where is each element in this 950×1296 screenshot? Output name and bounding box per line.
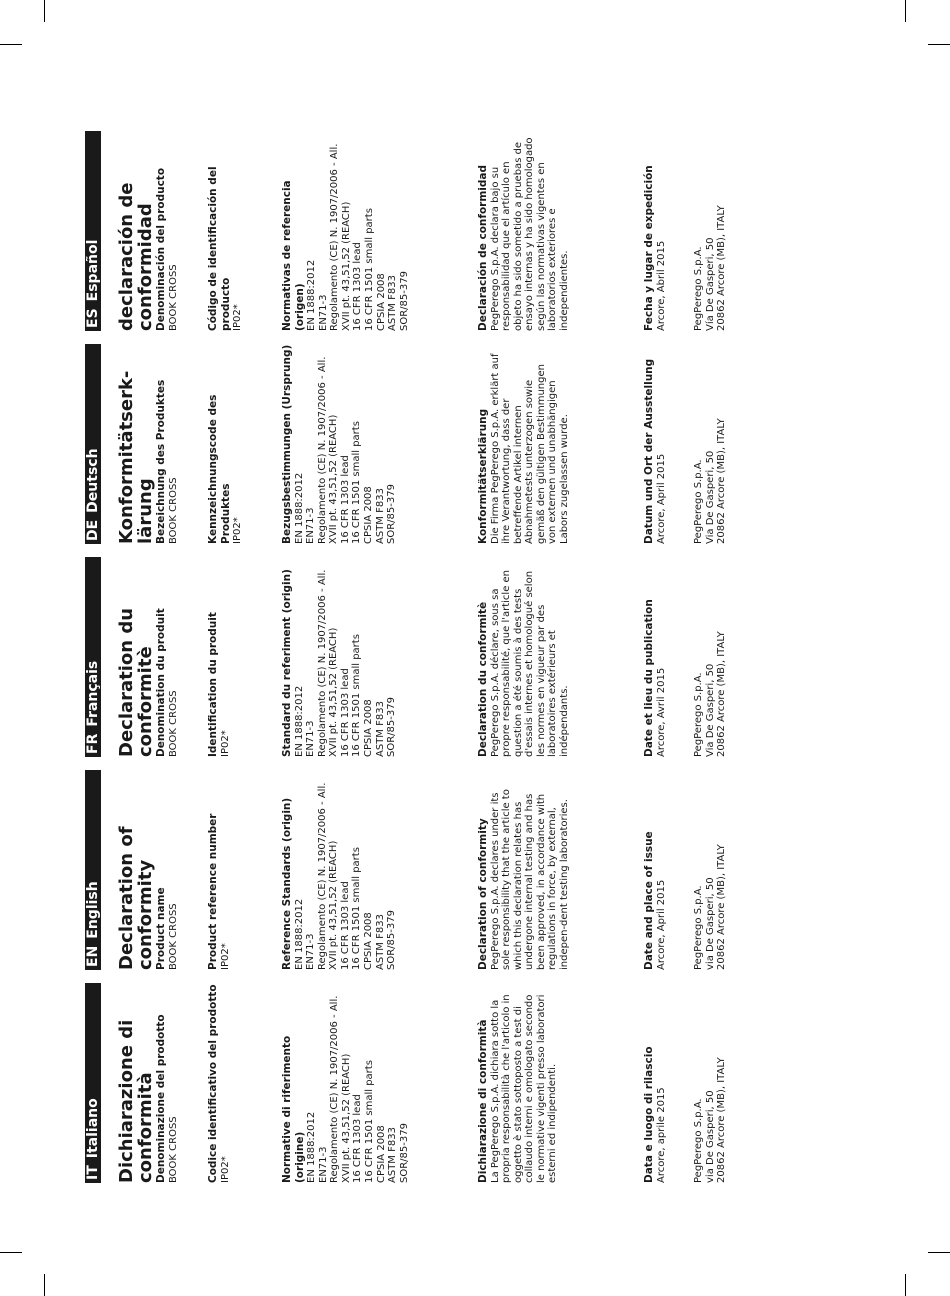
issue-section [643,131,667,331]
standards-section [281,344,398,544]
document-title: Konformitätserk-lärung [116,370,156,544]
product-name: BOOK CROSS [167,1116,179,1183]
issue-section [643,770,667,970]
declaration-section [477,344,571,544]
declaration-text: PegPerego S.p.A. declara bajo su responsabilidad que el artículo en objeto ha sido sometido a pruebas de ensayo internas y ha sido homologado según las normativas vigentes en laboratorios exteriores e independientes. [489,137,571,331]
title-section [117,131,179,331]
product-reference-label: Identification du produit [207,612,219,757]
product-reference-label: Kennzeichnungscode des Produktes [207,394,232,544]
declaration-label: Declaración de conformidad [477,164,489,331]
standards-label: Normative di riferimento (origine) [281,1035,306,1183]
issue-section [643,557,667,757]
declaration-text: PegPerego S.p.A. déclare, sous sa propre responsabilité, que l'article en question a été soumis à des tests d'essais internes et homologué selon les normes en vigueur par des laboratoires extérieurs et indépendants. [489,569,571,757]
product-name-label: Denomination du produit [155,608,167,757]
document-title: Dichiarazione di conformità [116,1019,156,1183]
declaration-section [477,131,571,331]
product-reference-label: Codice identificativo del prodotto [207,984,219,1183]
language-header: ITItaliano [85,983,101,1183]
product-reference-label: Código de identificación del producto [207,166,232,331]
crop-mark [905,0,906,22]
issue-section [643,344,667,544]
reference-section [207,344,244,544]
standards-list: EN 1888:2012 EN71-3 Regolamento (CE) N. 1907/2006 - All. XVII pt. 43,51,52 (REACH) 16 CFR 1303 lead 16 CFR 1501 small parts CPSIA 2008 ASTM F833 SOR/85-379 [306,143,410,331]
issue-label: Data e luogo di rilascio [643,1046,655,1183]
declaration-label: Declaration of conformity [477,818,489,970]
language-header: DEDeutsch [85,344,101,544]
declaration-label: Konformitätserklärung [477,408,489,544]
issue-date-place: Arcore, April 2015 [655,453,667,544]
crop-mark [928,1252,950,1253]
language-header: ESEspañol [85,131,101,331]
issue-label: Date et lieu du publication [643,599,655,757]
standards-label: Standard du referiment (origin) [281,569,293,757]
standards-label: Bezugsbestimmungen (Ursprung) [281,344,293,544]
standards-label: Reference Standards (origin) [281,797,293,970]
product-name: BOOK CROSS [167,264,179,331]
issue-label: Datum und Ort der Ausstellung [643,358,655,544]
crop-mark [928,44,950,45]
company-address: PegPerego S.p.A. Vía De Gasperi, 50 20862 Arcore (MB), ITALY [693,205,728,331]
reference-section [207,131,244,331]
issue-label: Fecha y lugar de expedición [643,165,655,331]
standards-label: Normativas de referencia (origen) [281,180,306,331]
title-section [117,557,179,757]
declaration-label: Dichiarazione di conformità [477,1019,489,1183]
company-address: PegPerego S.p.A. via De Gasperi, 50 20862 Arcore (MB), ITALY [693,844,728,970]
crop-mark [905,1274,906,1296]
product-name-label: Product name [155,887,167,970]
company-address: PegPerego S.p.A. Via De Gasperi, 50 20862 Arcore (MB), ITALY [693,418,728,544]
reference-section [207,983,231,1183]
product-name: BOOK CROSS [167,903,179,970]
document-title: Declaration of conformity [116,826,156,970]
product-reference: IP02* [219,730,231,757]
declaration-text: Die Firma PegPerego S.p.A. erklärt auf ihre Verantwortung, dass der betreffende Artikel internen Abnahmetests unterzogen sowie gemäß den gültigen Bestimmungen von externen und unabhängigen Labors zugelassen wurde. [489,353,571,544]
declaration-section [477,770,571,970]
declaration-section [477,557,571,757]
declaration-text: PegPerego S.p.A. declares under its sole responsibility that the article to which this declaration relates has undergone internal testing and has been approved, in accordance with regulations in force, by external, indepen-dent testing laboratories. [489,789,571,970]
issue-date-place: Arcore, Abril 2015 [655,240,667,331]
product-name-label: Denominación del producto [155,167,167,331]
issue-date-place: Arcore, April 2015 [655,879,667,970]
column-italiano [85,983,785,1183]
standards-list: EN 1888:2012 EN71-3 Regolamento (CE) N. 1907/2006 - All. XVII pt. 43,51,52 (REACH) 16 CFR 1303 lead 16 CFR 1501 small parts CPSIA 2008 ASTM F833 SOR/85-379 [306,995,410,1183]
address-section [693,770,728,970]
reference-section [207,557,231,757]
language-header: FRFrançais [85,557,101,757]
product-reference: IP02* [219,943,231,970]
issue-date-place: Arcore, Avril 2015 [655,667,667,757]
product-name: BOOK CROSS [167,477,179,544]
declaration-label: Declaration du conformitè [477,601,489,757]
product-name-label: Denominazione del prodotto [155,1014,167,1183]
address-section [693,557,728,757]
title-section [117,983,179,1183]
declaration-document [85,118,785,1183]
column-francais [85,557,785,757]
issue-section [643,983,667,1183]
company-address: PegPerego S.p.A. Via De Gasperi, 50 20862 Arcore (MB), ITALY [693,631,728,757]
company-address: PegPerego S.p.A. via De Gasperi, 50 20862 Arcore (MB), ITALY [693,1057,728,1183]
declaration-text: La PegPerego S.p.A. dichiara sotto la propria responsabilità che l'articolo in oggetto è stato sottoposto a test di collaudo interni e omologato secondo le normative vigenti presso laboratori esterni ed indipendenti. [489,994,559,1183]
product-reference: IP02* [219,1156,231,1183]
address-section [693,131,728,331]
product-reference: IP02* [232,517,243,544]
product-reference-label: Product reference number [207,813,219,970]
crop-mark [44,1274,45,1296]
standards-list: EN 1888:2012 EN71-3 Regolamento (CE) N. 1907/2006 - All. XVII pt. 43,51,52 (REACH) 16 CFR 1303 lead 16 CFR 1501 small parts CPSIA 2008 ASTM F833 SOR/85-379 [293,782,398,970]
title-section [117,770,179,970]
address-section [693,344,728,544]
product-reference: IP02* [232,304,243,331]
document-title: declaración de conformidad [116,182,156,331]
column-english [85,770,785,970]
column-deutsch [85,344,785,544]
language-header: ENEnglish [85,770,101,970]
standards-section [281,131,410,331]
product-name: BOOK CROSS [167,690,179,757]
standards-list: EN 1888:2012 EN71-3 Regolamento (CE) N. 1907/2006 - All. XVII pt. 43,51,52 (REACH) 16 CFR 1303 lead 16 CFR 1501 small parts CPSIA 2008 ASTM F833 SOR/85-379 [293,569,398,757]
crop-mark [0,44,22,45]
reference-section [207,770,231,970]
address-section [693,983,728,1183]
document-title: Declaration du conformitè [116,607,156,757]
issue-label: Date and place of issue [643,831,655,970]
title-section [117,344,179,544]
column-espanol [85,131,785,331]
standards-section [281,983,410,1183]
standards-section [281,770,398,970]
crop-mark [0,1252,22,1253]
issue-date-place: Arcore, aprile 2015 [655,1087,667,1183]
product-name-label: Bezeichnung des Produktes [155,379,167,544]
standards-list: EN 1888:2012 EN71-3 Regolamento (CE) N. 1907/2006 - All. XVII pt. 43,51,52 (REACH) 16 CFR 1303 lead 16 CFR 1501 small parts CPSIA 2008 ASTM F833 SOR/85-379 [293,356,398,544]
crop-mark [44,0,45,22]
declaration-section [477,983,559,1183]
standards-section [281,557,398,757]
